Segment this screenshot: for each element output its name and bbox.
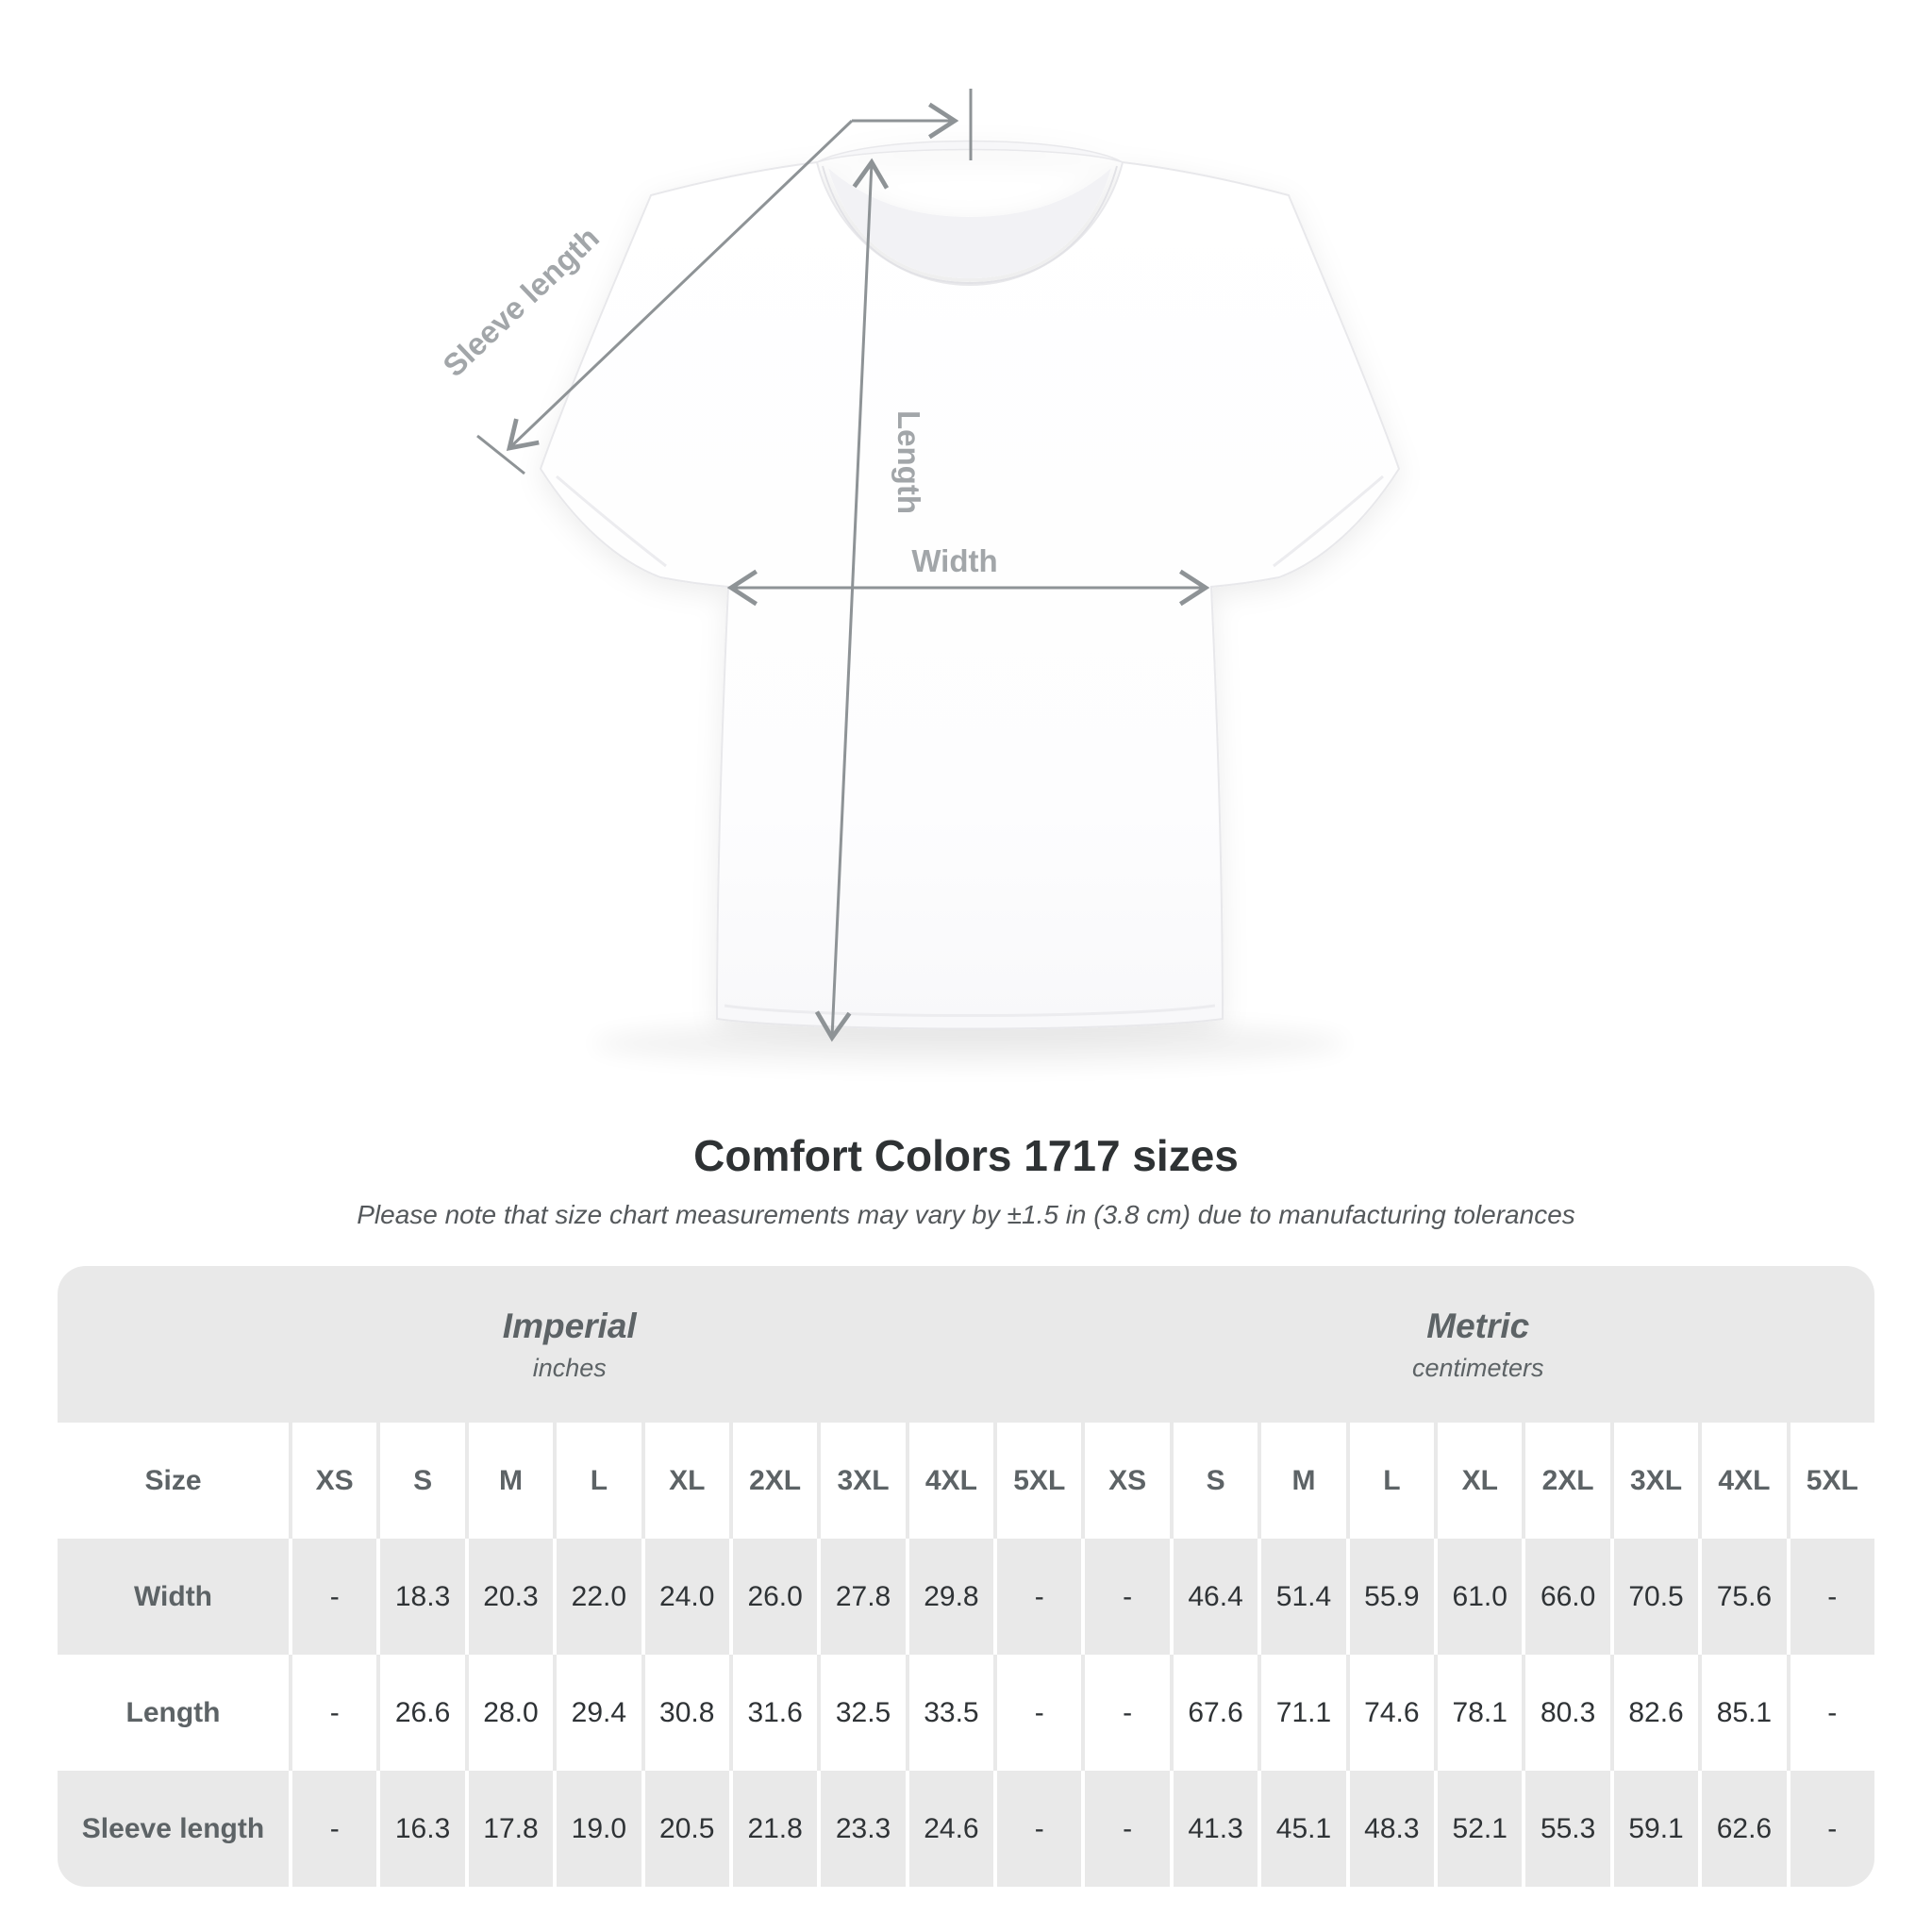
value-cell: 78.1 bbox=[1434, 1655, 1522, 1771]
unit-group-imperial bbox=[58, 1266, 1082, 1423]
value-cell: 80.3 bbox=[1522, 1655, 1609, 1771]
value-cell: - bbox=[1081, 1771, 1169, 1887]
value-cell: 61.0 bbox=[1434, 1539, 1522, 1655]
unit-group-metric bbox=[1082, 1266, 1875, 1423]
value-cell: 18.3 bbox=[376, 1539, 464, 1655]
value-cell: 75.6 bbox=[1698, 1539, 1786, 1655]
value-cell: 20.5 bbox=[641, 1771, 729, 1887]
size-table-grid bbox=[58, 1423, 1874, 1887]
value-cell: - bbox=[1787, 1771, 1874, 1887]
value-cell: 66.0 bbox=[1522, 1539, 1609, 1655]
value-cell: 59.1 bbox=[1610, 1771, 1698, 1887]
value-cell: 48.3 bbox=[1346, 1771, 1434, 1887]
size-col-header: L bbox=[1346, 1423, 1434, 1539]
unit-header-band bbox=[58, 1266, 1874, 1423]
tshirt-body bbox=[541, 162, 1399, 1029]
size-col-header: XS bbox=[1081, 1423, 1169, 1539]
size-col-header: XL bbox=[1434, 1423, 1522, 1539]
value-cell: 67.6 bbox=[1170, 1655, 1257, 1771]
value-cell: 31.6 bbox=[729, 1655, 817, 1771]
row-label: Width bbox=[133, 1580, 213, 1612]
row-label: Sleeve length bbox=[81, 1812, 265, 1844]
size-col-header: 4XL bbox=[906, 1423, 993, 1539]
value-cell: 32.5 bbox=[817, 1655, 905, 1771]
sleeve-length-label: Sleeve length bbox=[436, 220, 606, 384]
value-cell: 26.6 bbox=[376, 1655, 464, 1771]
size-col-header: XS bbox=[289, 1423, 376, 1539]
value-cell: 28.0 bbox=[465, 1655, 553, 1771]
value-cell: 71.1 bbox=[1257, 1655, 1345, 1771]
size-col-header: 2XL bbox=[1522, 1423, 1609, 1539]
value-cell: 52.1 bbox=[1434, 1771, 1522, 1887]
value-cell: 22.0 bbox=[553, 1539, 641, 1655]
value-cell: 46.4 bbox=[1170, 1539, 1257, 1655]
imperial-unit: inches bbox=[532, 1353, 607, 1382]
size-col-header: 2XL bbox=[729, 1423, 817, 1539]
value-cell: 33.5 bbox=[906, 1655, 993, 1771]
length-label: Length bbox=[891, 410, 926, 514]
value-cell: 17.8 bbox=[465, 1771, 553, 1887]
size-table bbox=[58, 1266, 1874, 1887]
width-label: Width bbox=[911, 543, 998, 578]
value-cell: - bbox=[1081, 1539, 1169, 1655]
value-cell: 19.0 bbox=[553, 1771, 641, 1887]
size-col-header: 3XL bbox=[1610, 1423, 1698, 1539]
size-col-header: L bbox=[553, 1423, 641, 1539]
value-cell: 26.0 bbox=[729, 1539, 817, 1655]
metric-label: Metric bbox=[1426, 1306, 1530, 1345]
value-cell: 51.4 bbox=[1257, 1539, 1345, 1655]
tshirt-graphic bbox=[541, 142, 1399, 1029]
tolerance-note: Please note that size chart measurements may vary by ±1.5 in (3.8 cm) due to manufacturing tolerances bbox=[357, 1200, 1575, 1229]
value-cell: 85.1 bbox=[1698, 1655, 1786, 1771]
value-cell: 27.8 bbox=[817, 1539, 905, 1655]
size-col-header: XL bbox=[641, 1423, 729, 1539]
value-cell: 55.3 bbox=[1522, 1771, 1609, 1887]
measurement-row-width bbox=[58, 1539, 1874, 1655]
measurement-row-length bbox=[58, 1655, 1874, 1771]
value-cell: - bbox=[289, 1655, 376, 1771]
size-header-row bbox=[58, 1423, 1874, 1539]
value-cell: - bbox=[993, 1771, 1081, 1887]
size-col-header: 3XL bbox=[817, 1423, 905, 1539]
size-corner-cell: Size bbox=[144, 1464, 202, 1496]
value-cell: - bbox=[289, 1771, 376, 1887]
value-cell: 55.9 bbox=[1346, 1539, 1434, 1655]
page-title: Comfort Colors 1717 sizes bbox=[693, 1131, 1239, 1180]
value-cell: 20.3 bbox=[465, 1539, 553, 1655]
row-label: Length bbox=[125, 1696, 221, 1728]
value-cell: 16.3 bbox=[376, 1771, 464, 1887]
metric-unit: centimeters bbox=[1411, 1353, 1544, 1382]
value-cell: - bbox=[289, 1539, 376, 1655]
value-cell: 45.1 bbox=[1257, 1771, 1345, 1887]
value-cell: - bbox=[1081, 1655, 1169, 1771]
value-cell: 29.4 bbox=[553, 1655, 641, 1771]
size-col-header: M bbox=[465, 1423, 553, 1539]
size-col-header: 4XL bbox=[1698, 1423, 1786, 1539]
value-cell: - bbox=[993, 1539, 1081, 1655]
value-cell: - bbox=[1787, 1655, 1874, 1771]
size-col-header: 5XL bbox=[993, 1423, 1081, 1539]
value-cell: 82.6 bbox=[1610, 1655, 1698, 1771]
value-cell: 62.6 bbox=[1698, 1771, 1786, 1887]
imperial-label: Imperial bbox=[502, 1306, 637, 1345]
value-cell: 74.6 bbox=[1346, 1655, 1434, 1771]
value-cell: 21.8 bbox=[729, 1771, 817, 1887]
value-cell: 30.8 bbox=[641, 1655, 729, 1771]
value-cell: 70.5 bbox=[1610, 1539, 1698, 1655]
value-cell: 24.0 bbox=[641, 1539, 729, 1655]
size-col-header: S bbox=[376, 1423, 464, 1539]
value-cell: - bbox=[1787, 1539, 1874, 1655]
value-cell: - bbox=[993, 1655, 1081, 1771]
size-col-header: 5XL bbox=[1787, 1423, 1874, 1539]
size-col-header: S bbox=[1170, 1423, 1257, 1539]
size-col-header: M bbox=[1257, 1423, 1345, 1539]
value-cell: 29.8 bbox=[906, 1539, 993, 1655]
value-cell: 24.6 bbox=[906, 1771, 993, 1887]
value-cell: 41.3 bbox=[1170, 1771, 1257, 1887]
measurement-row-sleeve-length bbox=[58, 1771, 1874, 1887]
value-cell: 23.3 bbox=[817, 1771, 905, 1887]
